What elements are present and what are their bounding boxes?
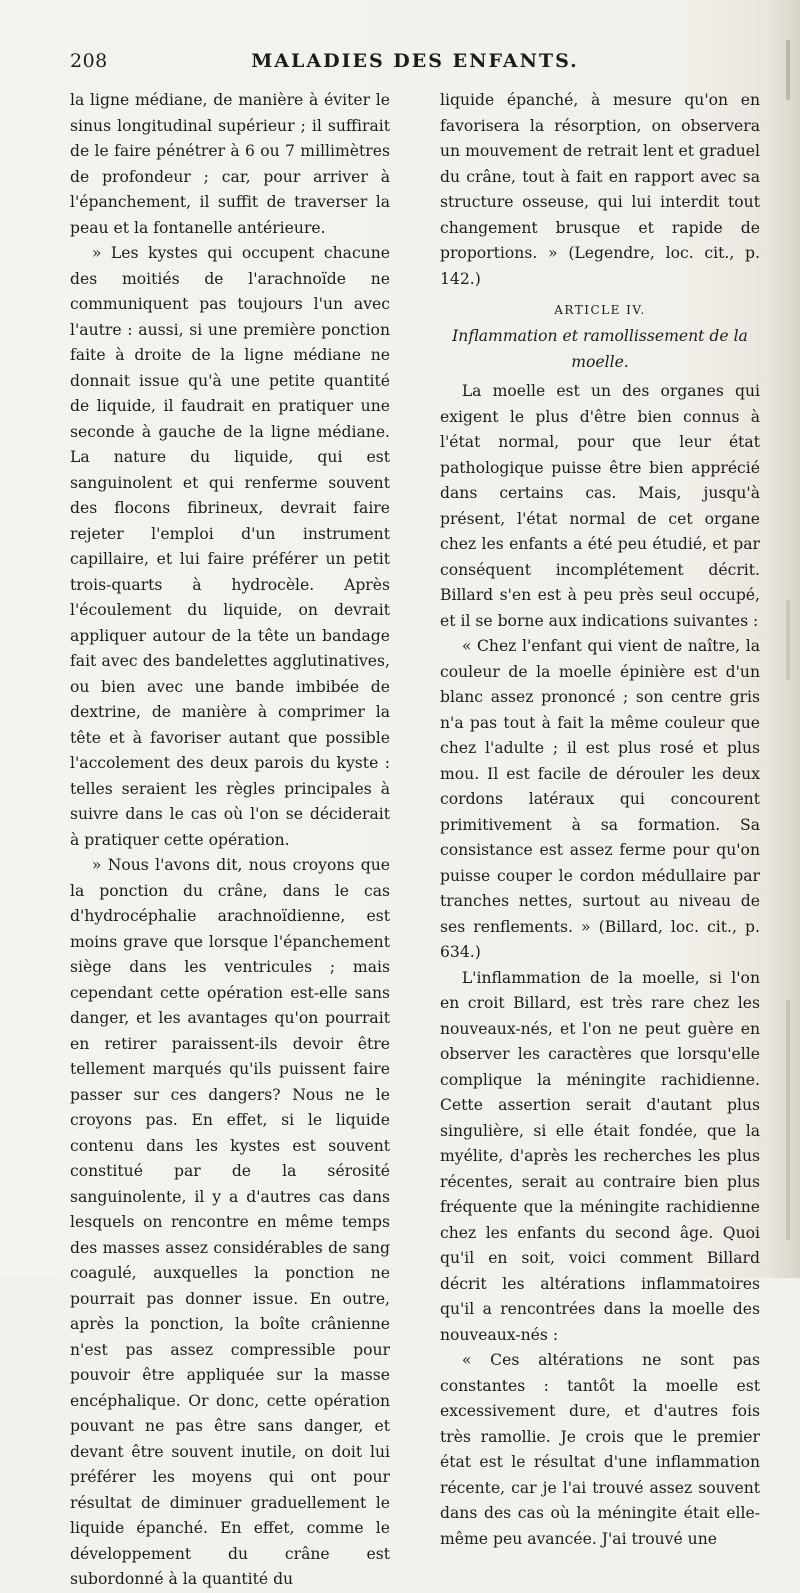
paragraph: L'inflammation de la moelle, si l'on en croit Billard, est très rare chez les nouveaux-nés, et l'on ne peut guère en observer les caractères que lorsqu'elle complique la méningite rachidienne. Cette assertion serait d'autant plus singulière, si elle était fondée, que la myélite, d'après les recherches les plus récentes, serait au contraire bien plus fréquente que la méningite rachidienne chez les enfants du second âge. Quoi qu'il en soit, voici comment Billard décrit les altérations inflammatoires qu'il a rencontrées dans la moelle des nouveaux-nés : bbox=[440, 968, 760, 1344]
paragraph: La moelle est un des organes qui exigent le plus d'être bien connus à l'état normal, pour que leur état pathologique puisse être bien apprécié dans certains cas. Mais, jusqu'à présent, l'état normal de cet organe chez les enfants a été peu étudié, et par conséquent incomplétement décrit. Billard s'en est à peu près seul occupé, et il se borne aux indications suivantes : bbox=[440, 382, 760, 630]
page-edge-shadow bbox=[786, 1000, 790, 1240]
paragraph: liquide épanché, à mesure qu'on en favorisera la résorption, on observera un mouvement de retrait lent et graduel du crâne, tout à fait en rapport avec sa structure osseuse, qui lui interdit tout changement brusque et rapide de proportions. » (Legendre, loc. cit., p. 142.) bbox=[440, 91, 760, 288]
paragraph: « Ces altérations ne sont pas constantes : tantôt la moelle est excessivement dure, et d'autres fois très ramollie. Je crois que le premier état est le résultat d'une inflammation récente, car je l'ai trouvé assez souvent dans des cas où la méningite était elle-même peu avancée. J'ai trouvé une bbox=[440, 1351, 760, 1548]
running-title: MALADIES DES ENFANTS. bbox=[251, 50, 579, 72]
page-header bbox=[70, 50, 760, 84]
article-label: ARTICLE IV. bbox=[554, 303, 646, 317]
paragraph: la ligne médiane, de manière à éviter le sinus longitudinal supérieur ; il suffirait de le faire pénétrer à 6 ou 7 millimètres de profondeur ; car, pour arriver à l'épanchement, il suffit de traverser la peau et la fontanelle antérieure. bbox=[70, 91, 390, 237]
paragraph: » Nous l'avons dit, nous croyons que la ponction du crâne, dans le cas d'hydrocéphalie arachnoïdienne, est moins grave que lorsque l'épanchement siège dans les ventricules ; mais cependant cette opération est-elle sans danger, et les avantages qu'on pourrait en retirer paraissent-ils devoir être tellement marqués qu'ils puissent faire passer sur ces dangers? Nous ne le croyons pas. En effet, si le liquide contenu dans les kystes est souvent constitué par de la sérosité sanguinolente, il y a d'autres cas dans lesquels on rencontre en même temps des masses assez considérables de sang coagulé, auxquelles la ponction ne pourrait pas donner issue. En outre, après la ponction, la boîte crânienne n'est pas assez compressible pour pouvoir être appliquée sur la masse encéphalique. Or donc, cette opération pouvant ne pas être sans danger, et devant être souvent inutile, on doit lui préférer les moyens qui ont pour résultat de diminuer graduellement le liquide épanché. En effet, comme le développement du crâne est subordonné à la quantité du bbox=[70, 856, 390, 1588]
page-number: 208 bbox=[70, 50, 108, 72]
page-edge-shadow bbox=[786, 600, 790, 680]
left-column bbox=[70, 88, 390, 1593]
article-title: Inflammation et ramollissement de la moelle. bbox=[452, 327, 748, 371]
paragraph: » Les kystes qui occupent chacune des moitiés de l'arachnoïde ne communiquent pas toujours l'un avec l'autre : aussi, si une première ponction faite à droite de la ligne médiane ne donnait issue qu'à une petite quantité de liquide, il faudrait en pratiquer une seconde à gauche de la ligne médiane. La nature du liquide, qui est sanguinolent et qui renferme souvent des flocons fibrineux, devrait faire rejeter l'emploi d'un instrument capillaire, et lui faire préférer un petit trois-quarts à hydrocèle. Après l'écoulement du liquide, on devrait appliquer autour de la tête un bandage fait avec des bandelettes agglutinatives, ou bien avec une bande imbibée de dextrine, de manière à comprimer la tête et à favoriser autant que possible l'accolement des deux parois du kyste : telles seraient les règles principales à suivre dans le cas où l'on se déciderait à pratiquer cette opération. bbox=[70, 244, 390, 849]
paragraph: « Chez l'enfant qui vient de naître, la couleur de la moelle épinière est d'un blanc assez prononcé ; son centre gris n'a pas tout à fait la même couleur que chez l'adulte ; il est plus rosé et plus mou. Il est facile de dérouler les deux cordons latéraux qui concourent primitivement à sa formation. Sa consistance est assez ferme pour qu'on puisse couper le cordon médullaire par tranches nettes, surtout au niveau de ses renflements. » (Billard, loc. cit., p. 634.) bbox=[440, 637, 760, 961]
right-column bbox=[440, 88, 760, 1552]
page-edge-shadow bbox=[786, 40, 790, 100]
